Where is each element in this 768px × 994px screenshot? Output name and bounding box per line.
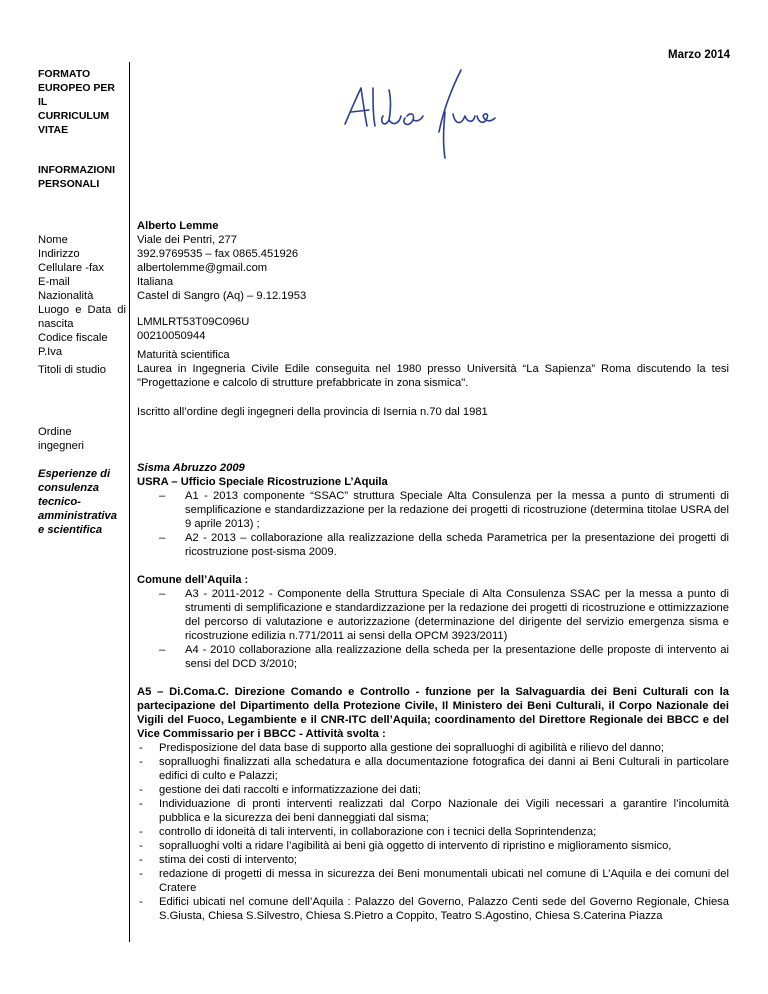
format-title-line: CURRICULUM [38,110,110,122]
label-order-line: ingegneri [38,440,85,452]
label-address: Indirizzo [38,248,80,260]
label-experience [38,467,126,537]
column-divider [129,62,130,942]
usra-list [137,489,729,559]
comune-list [137,587,729,671]
list-item: - redazione di progetti di messa in sicurezza dei Beni monumentali ubicati nel comune di L’Aquila e dei comuni del Cratere [137,867,729,895]
list-item: – A3 - 2011-2012 - Componente della Struttura Speciale di Alta Consulenza SSAC per la messa a punto di strumenti di semplificazione e standardizzazione per la redazione dei progetti di ricostruzione e ottimizzazione del percorso di valutazione e autorizzazione (determinazione del dirigente del servizio emergenza sisma e ricostruzione edilizia n.771/2011 ai sensi della OPCM 3923/2011) [159,587,729,643]
label-experience-line: Esperienze di [38,468,111,480]
value-birth: Castel di Sangro (Aq) – 9.12.1953 [137,290,307,302]
list-item: - Individuazione di pronti interventi realizzati dal Corpo Nazionale dei Vigili necessari a garantire l’incolumità pubblica e la sicurezza dei beni danneggiati dal sisma; [137,797,729,825]
label-experience-line: tecnico- [38,496,81,508]
comune-title: Comune dell’Aquila : [137,574,249,586]
personal-labels [38,233,126,359]
experience-section [137,461,729,923]
experience-heading: Sisma Abruzzo 2009 [137,462,245,474]
label-experience-line: amministrativa [38,510,117,522]
label-experience-line: consulenza [38,482,99,494]
format-title-line: EUROPEO PER [38,82,116,94]
usra-title: USRA – Ufficio Speciale Ricostruzione L’Aquila [137,476,388,488]
signature-image [335,62,525,162]
label-experience-line: e scientifica [38,524,103,536]
value-nationality: Italiana [137,276,174,288]
personal-info-title-line: PERSONALI [38,178,100,190]
document-date: Marzo 2014 [667,49,730,61]
list-item: - controllo di idoneità di tali interventi, in collaborazione con i tecnici della Soprintendenza; [137,825,729,839]
label-name: Nome [38,234,68,246]
list-item: – A1 - 2013 componente “SSAC” struttura Speciale Alta Consulenza per la messa a punto di strumenti di semplificazione e standardizzazione per la redazione dei progetti di ricostruzione (determina titolae USRA del 9 aprile 2013) ; [159,489,729,531]
studies-values [137,348,729,390]
label-email: E-mail [38,276,70,288]
list-item: - stima dei costi di intervento; [137,853,729,867]
value-vat: 00210050944 [137,330,206,342]
label-order [38,425,126,453]
format-title [38,67,126,137]
label-nationality: Nazionalità [38,290,94,302]
personal-info-title-line: INFORMAZIONI [38,164,115,176]
list-item: - sopralluoghi volti a ridare l’agibilità ai beni già oggetto di intervento di ripristino e miglioramento sismico, [137,839,729,853]
list-item: - sopralluoghi finalizzati alla schedatura e alla documentazione fotografica dei danni ai Beni Culturali in particolare edifici di culto e Palazzi; [137,755,729,783]
a5-list [137,741,729,923]
value-name: Alberto Lemme [137,220,219,232]
format-title-line: VITAE [38,124,69,136]
label-fiscal-code: Codice fiscale [38,332,108,344]
label-studies: Titoli di studio [38,364,106,376]
value-email: albertolemme@gmail.com [137,262,268,274]
personal-values [137,219,729,343]
list-item: – A4 - 2010 collaborazione alla realizzazione della scheda per la presentazione delle proposte di intervento ai sensi del DCD 3/2010; [159,643,729,671]
label-vat: P.Iva [38,346,63,358]
label-order-line: Ordine [38,426,72,438]
label-phone-fax: Cellulare -fax [38,262,104,274]
order-value: Iscritto all’ordine degli ingegneri della provincia di Isernia n.70 dal 1981 [137,406,488,418]
value-address: Viale dei Pentri, 277 [137,234,237,246]
label-birth-cont: nascita [38,318,74,330]
list-item: - Predisposizione del data base di supporto alla gestione dei sopralluoghi di agibilità e rilievo del danno; [137,741,729,755]
format-title-line: FORMATO [38,68,91,80]
value-phone: 392.9769535 – fax 0865.451926 [137,248,299,260]
list-item: - Edifici ubicati nel comune dell’Aquila : Palazzo del Governo, Palazzo Centi sede del Governo Regionale, Chiesa S.Giusta, Chiesa S.Silvestro, Chiesa S.Pietro a Coppito, Teatro S.Agostino, Chiesa S.Caterina Piazza [137,895,729,923]
list-item: - gestione dei dati raccolti e informatizzazione dei dati; [137,783,729,797]
personal-info-title [38,163,126,191]
label-birth: Luogo e Data di [38,304,126,316]
format-title-line: IL [38,96,48,108]
studies-line: Maturità scientifica [137,349,230,361]
studies-line: Laurea in Ingegneria Civile Edile conseguita nel 1980 presso Università “La Sapienza” Roma discutendo la tesi "Progettazione e calcolo di strutture prefabbricate in zona sismica". [137,363,729,389]
list-item: – A2 - 2013 – collaborazione alla realizzazione della scheda Parametrica per la presentazione dei progetti di ricostruzione post-sisma 2009. [159,531,729,559]
value-fiscal-code: LMMLRT53T09C096U [137,316,250,328]
a5-title: A5 – Di.Coma.C. Direzione Comando e Controllo - funzione per la Salvaguardia dei Beni Culturali con la partecipazione del Dipartimento della Protezione Civile, Il Ministero dei Beni Culturali, il Corpo Nazionale dei Vigili del Fuoco, Legambiente e il CNR-ITC dell’Aquila; coordinamento del Direttore Regionale dei BBCC e del Vice Commissario per i BBCC - Attività svolta : [137,686,729,740]
